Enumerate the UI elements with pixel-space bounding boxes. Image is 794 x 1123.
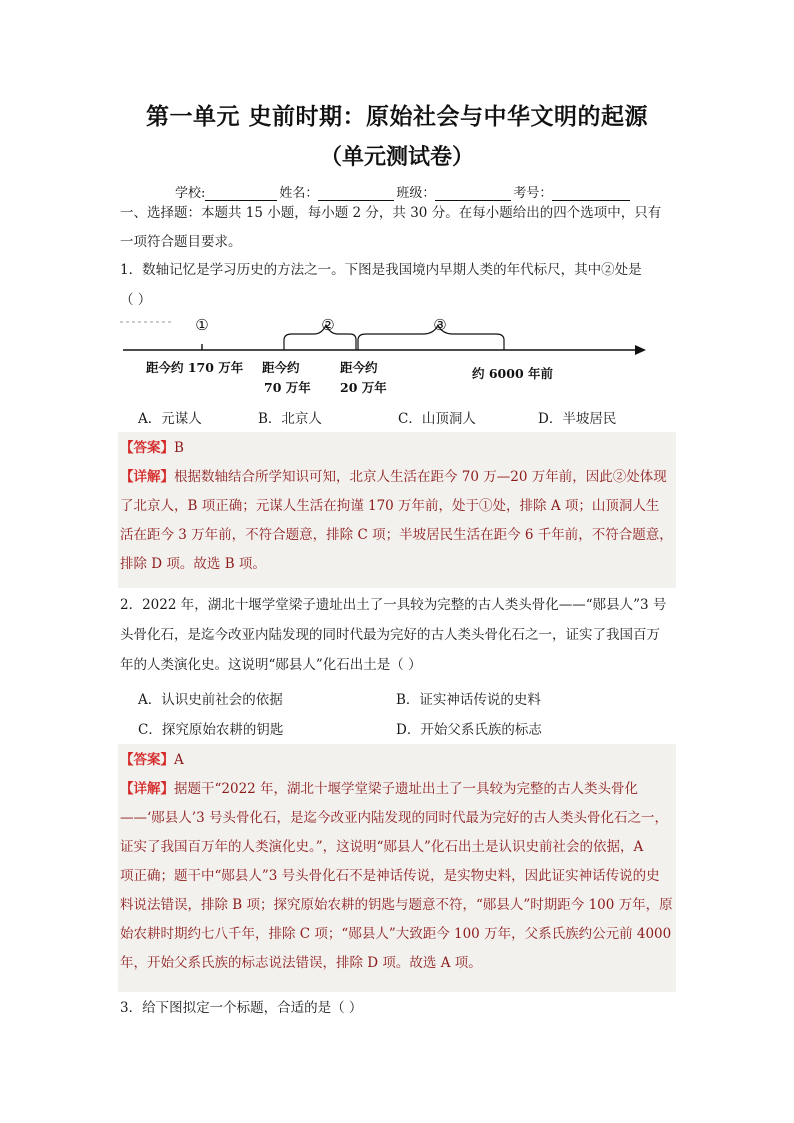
q1-answer-line <box>120 434 674 463</box>
q1-option-d[interactable]: D．半坡居民 <box>538 411 617 427</box>
q2-answer-block <box>118 744 676 992</box>
q2-detail-label: 【详解】 <box>120 781 174 797</box>
q1-detail-line2: 了北京人，B 项正确；元谋人生活在拘谨 170 万年前，处于①处，排除 A 项；山顶洞人生 <box>120 498 660 514</box>
name-label: 姓名： <box>279 186 319 201</box>
q1-detail-line4: 排除 D 项。故选 B 项。 <box>120 556 266 572</box>
mark-2: ② <box>321 316 335 334</box>
q2-detail-line2: ——‘郧县人’3 号头骨化石，是迄今改亚内陆发现的同时代最为完好的古人类头骨化石之一， <box>120 810 668 826</box>
q2-detail-line1: 【详解】据题干“2022 年，湖北十堰学堂梁子遗址出土了一具较为完整的古人类头骨化 <box>120 781 639 797</box>
mark-1: ① <box>195 316 209 334</box>
label-6000: 约 6000 年前 <box>472 366 553 381</box>
q3-stem: 3．给下图拟定一个标题，合适的是（ ） <box>120 1000 363 1016</box>
q2-option-c[interactable]: C．探究原始农耕的钥匙 <box>138 722 284 738</box>
q1-option-c[interactable]: C．山顶洞人 <box>398 411 476 427</box>
q2-detail-line7: 年，开始父系氏族的标志说法错误，排除 D 项。故选 A 项。 <box>120 955 482 971</box>
label-20-line2: 20 万年 <box>340 380 387 395</box>
label-20-line1: 距今约 <box>340 360 378 375</box>
q2-stem-line3: 年的人类演化史。这说明“郧县人”化石出土是（ ） <box>120 657 422 673</box>
q2-answer-value: A <box>174 752 184 768</box>
section-instruction-line2: 一项符合题目要求。 <box>120 234 242 250</box>
brace-3-icon <box>358 325 504 350</box>
q2-detail-line6: 始农耕时期约七八千年，排除 C 项；“郧县人”大致距今 100 万年，父系氏族约公元前 4000 <box>120 926 672 942</box>
exam-number-label: 考号： <box>513 186 553 201</box>
label-70-line2: 70 万年 <box>264 380 311 395</box>
q2-detail-line5: 料说法错误，排除 B 项；探究原始农耕的钥匙与题意不符，“郧县人”时期距今 100 万年，原 <box>120 897 673 913</box>
q1-option-b[interactable]: B．北京人 <box>258 411 322 427</box>
q2-option-b[interactable]: B．证实神话传说的史料 <box>396 692 541 708</box>
q1-stem-line2: （ ） <box>120 292 152 308</box>
q2-option-a[interactable]: A．认识史前社会的依据 <box>138 692 283 708</box>
q1-option-a[interactable]: A．元谋人 <box>138 411 202 427</box>
q2-stem-line2: 头骨化石，是迄今改亚内陆发现的同时代最为完好的古人类头骨化石之一，证实了我国百万 <box>120 627 660 643</box>
brace-2-icon <box>284 325 356 350</box>
q1-answer-block <box>118 432 676 588</box>
q2-answer-line <box>120 746 674 775</box>
q2-stem-line1: 2．2022 年，湖北十堰学堂梁子遗址出土了一具较为完整的古人类头骨化——“郧县人”3 号 <box>120 597 667 613</box>
page-subtitle: （单元测试卷） <box>319 145 474 170</box>
q2-detail-line4: 项正确；题干中“郧县人”3 号头骨化石不是神话传说，是实物史料，因此证实神话传说的史 <box>120 868 660 884</box>
q1-detail-label: 【详解】 <box>120 469 174 485</box>
q1-answer-label: 【答案】 <box>120 440 174 456</box>
section-instruction-line1: 一、选择题：本题共 15 小题，每小题 2 分，共 30 分。在每小题给出的四个选项中，只有 <box>120 205 662 221</box>
q2-option-d[interactable]: D．开始父系氏族的标志 <box>396 722 542 738</box>
q2-detail-line3: 证实了我国百万年的人类演化史。”，这说明“郧县人”化石出土是认识史前社会的依据，A <box>120 839 644 855</box>
page-title: 第一单元 史前时期：原始社会与中华文明的起源 <box>145 104 648 130</box>
mark-3: ③ <box>433 316 447 334</box>
q2-answer-label: 【答案】 <box>120 752 174 768</box>
label-170: 距今约 170 万年 <box>146 360 244 375</box>
q1-stem-line1: 1．数轴记忆是学习历史的方法之一。下图是我国境内早期人类的年代标尺，其中②处是 <box>120 262 642 278</box>
school-label: 学校: <box>175 186 206 201</box>
student-info-line <box>175 181 655 201</box>
q1-detail-line1: 【详解】根据数轴结合所学知识可知，北京人生活在距今 70 万—20 万年前，因此②处体现 <box>120 469 667 485</box>
class-label: 班级： <box>396 186 436 201</box>
label-70-line1: 距今约 <box>262 360 300 375</box>
q1-detail-line3: 活在距今 3 万年前，不符合题意，排除 C 项；半坡居民生活在距今 6 千年前，不符合题意， <box>120 527 673 543</box>
timeline-arrow-icon <box>635 345 646 355</box>
q1-timeline-diagram <box>118 310 658 405</box>
q1-answer-value: B <box>174 440 184 456</box>
